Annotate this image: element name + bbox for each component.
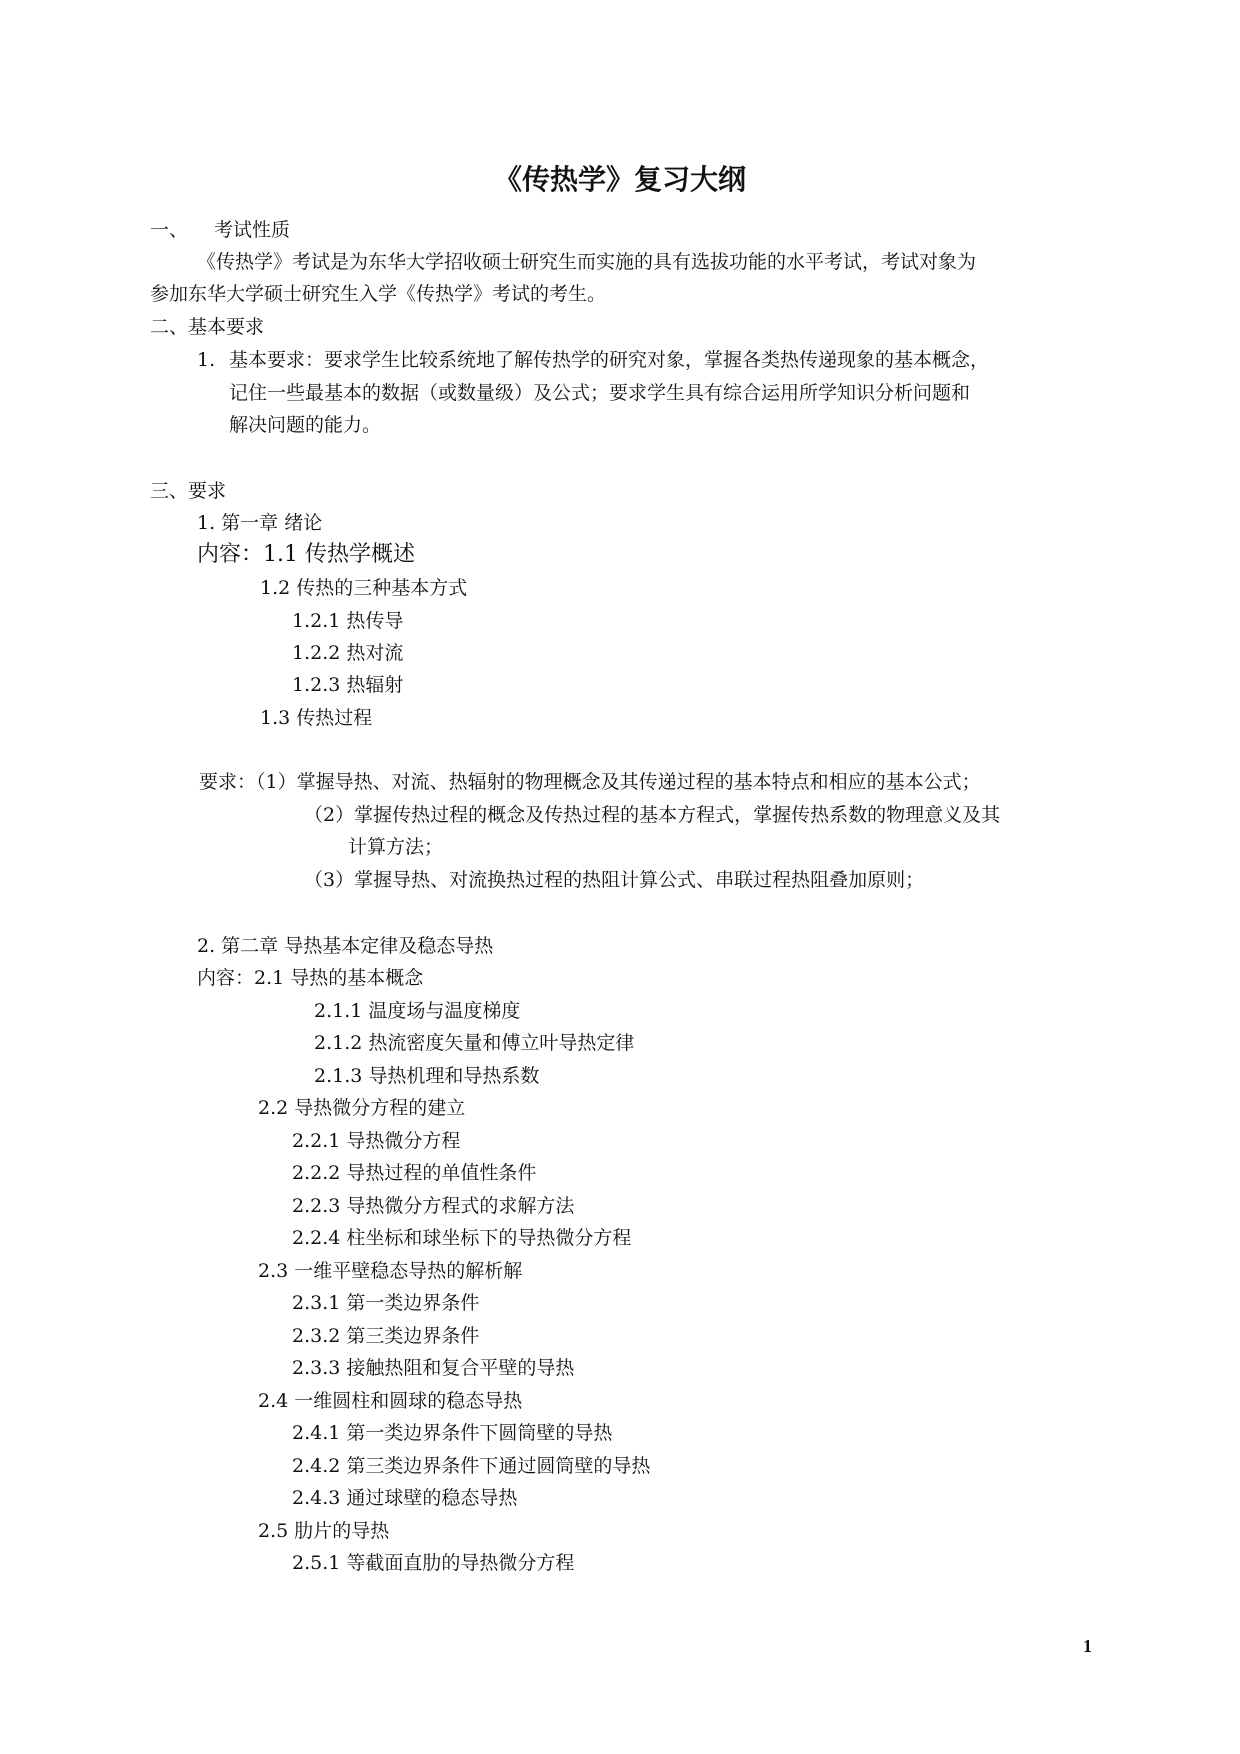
chapter-2-item: 2.4.3 通过球壁的稳态导热: [292, 1487, 518, 1509]
page-number: 1: [1083, 1636, 1092, 1656]
section-2-line-1: 基本要求：要求学生比较系统地了解传热学的研究对象，掌握各类热传递现象的基本概念，: [229, 349, 990, 371]
chapter-2-item: 2.2.4 柱坐标和球坐标下的导热微分方程: [292, 1227, 632, 1249]
chapter-2-item: 2.4 一维圆柱和圆球的稳态导热: [258, 1390, 523, 1412]
section-2-line-3: 解决问题的能力。: [229, 414, 382, 436]
chapter-2-item: 2.3.2 第三类边界条件: [292, 1325, 480, 1347]
chapter-2-item: 2.1.1 温度场与温度梯度: [314, 1000, 521, 1022]
chapter-1-item: 1.2.3 热辐射: [292, 674, 404, 696]
chapter-1-requirement-2-cont: 计算方法；: [348, 836, 444, 858]
chapter-2-item: 2.5.1 等截面直肋的导热微分方程: [292, 1552, 575, 1574]
chapter-2-item: 2.2.2 导热过程的单值性条件: [292, 1162, 537, 1184]
chapter-2-item: 2.3 一维平壁稳态导热的解析解: [258, 1260, 523, 1282]
chapter-1-requirement-2: （2）掌握传热过程的概念及传热过程的基本方程式，掌握传热系数的物理意义及其: [304, 804, 1001, 826]
section-3-heading: 三、要求: [150, 480, 227, 502]
chapter-1-requirement-3: （3）掌握导热、对流换热过程的热阻计算公式、串联过程热阻叠加原则；: [304, 869, 925, 891]
chapter-2-item: 2.2.1 导热微分方程: [292, 1130, 461, 1152]
section-2-item-number: 1.: [197, 349, 216, 371]
chapter-2-item: 2.2.3 导热微分方程式的求解方法: [292, 1195, 575, 1217]
chapter-1-item: 1.2 传热的三种基本方式: [260, 577, 468, 599]
section-1-paragraph-line-1: 《传热学》考试是为东华大学招收硕士研究生而实施的具有选拔功能的水平考试，考试对象为: [197, 251, 977, 273]
section-1-paragraph-line-2: 参加东华大学硕士研究生入学《传热学》考试的考生。: [150, 283, 607, 305]
section-2-line-2: 记住一些最基本的数据（或数量级）及公式；要求学生具有综合运用所学知识分析问题和: [229, 382, 971, 404]
chapter-1-requirement-1: 要求：（1）掌握导热、对流、热辐射的物理概念及其传递过程的基本特点和相应的基本公式；: [199, 771, 981, 793]
chapter-2-item: 2.5 肋片的导热: [258, 1520, 390, 1542]
chapter-1-item: 1.2.2 热对流: [292, 642, 404, 664]
section-2-heading: 二、基本要求: [150, 316, 265, 338]
chapter-1-title: 1. 第一章 绪论: [197, 512, 323, 534]
chapter-1-item: 1.3 传热过程: [260, 707, 373, 729]
chapter-2-item: 2.4.1 第一类边界条件下圆筒壁的导热: [292, 1422, 613, 1444]
chapter-2-item: 2.3.3 接触热阻和复合平壁的导热: [292, 1357, 575, 1379]
section-1-heading: 考试性质: [214, 219, 291, 241]
chapter-2-title: 2. 第二章 导热基本定律及稳态导热: [197, 935, 494, 957]
chapter-2-item: 2.1.3 导热机理和导热系数: [314, 1065, 540, 1087]
chapter-2-item: 2.1.2 热流密度矢量和傅立叶导热定律: [314, 1032, 635, 1054]
chapter-2-item: 2.2 导热微分方程的建立: [258, 1097, 466, 1119]
chapter-2-content: 内容：2.1 导热的基本概念: [197, 967, 424, 989]
section-1-number: 一、: [150, 219, 189, 241]
chapter-2-item: 2.3.1 第一类边界条件: [292, 1292, 480, 1314]
chapter-1-content: 内容：1.1 传热学概述: [197, 542, 415, 567]
page-title: 《传热学》复习大纲: [493, 163, 746, 196]
chapter-1-item: 1.2.1 热传导: [292, 610, 404, 632]
chapter-2-item: 2.4.2 第三类边界条件下通过圆筒壁的导热: [292, 1455, 651, 1477]
